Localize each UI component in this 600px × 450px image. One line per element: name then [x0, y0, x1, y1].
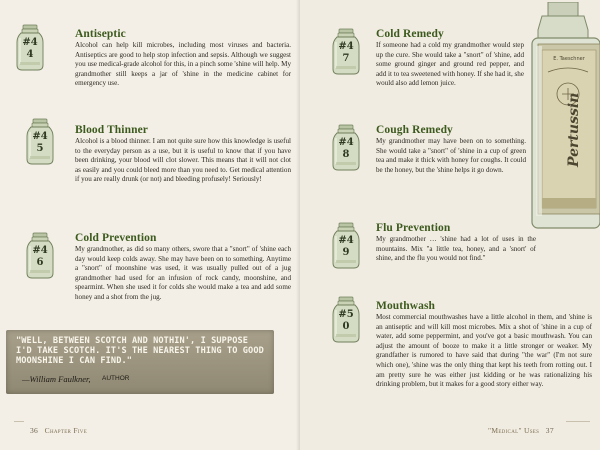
- footer-rule: [14, 421, 24, 422]
- jar-number-top: #4: [32, 245, 48, 256]
- jar-icon: [24, 232, 56, 279]
- page-number: 36: [30, 426, 39, 435]
- jar-icon: [330, 222, 362, 269]
- bottle-name: Pertussin: [566, 92, 582, 167]
- jar-icon: [24, 118, 56, 165]
- footer-left: [30, 426, 87, 435]
- jar-icon: [330, 28, 362, 75]
- jar-number-bottom: 6: [36, 257, 44, 268]
- chapter-label: Chapter Five: [44, 426, 88, 435]
- entry-title: Mouthwash: [376, 300, 436, 312]
- entry-cough-remedy: [376, 124, 526, 175]
- jar-icon: [330, 124, 362, 171]
- jar-number-top: #4: [338, 137, 354, 148]
- pertussin-bottle-illustration: [518, 2, 600, 232]
- footer-right: [488, 426, 554, 435]
- entry-flu-prevention: [376, 222, 536, 264]
- page-number: 37: [545, 426, 554, 435]
- entry-title: Blood Thinner: [75, 124, 148, 136]
- entry-title: Cold Prevention: [75, 232, 157, 244]
- jar-number-top: #4: [338, 41, 354, 52]
- entry-title: Cough Remedy: [376, 124, 453, 136]
- entry-text: My grandmother, as did so many others, swore that a "snort" of 'shine each day would keep colds away. She may have been on to something. Anytime a "snort" of moonshine was used, it was usually pulled out of a jug grandmother had used for an infusion of rock candy, moonshine, and spearmint. When she used it for colds she would make a tea and add some honey and a shot from the jug.: [75, 245, 291, 301]
- quote-author: —William Faulkner,: [22, 374, 91, 384]
- footer-rule: [566, 421, 590, 422]
- jar-number-bottom: 7: [342, 53, 350, 64]
- entry-cold-prevention: [75, 232, 291, 303]
- bottle-icon: [518, 2, 600, 232]
- entry-mouthwash: [376, 300, 592, 390]
- entry-antiseptic: [75, 28, 291, 89]
- jar-icon: [330, 296, 362, 343]
- entry-text: If someone had a cold my grandmother would step up the cure. She would take a "snort" of 'shine, add some ground ginger and ground red pepper, and add it to tea sweetened with honey. If she had it, she would also add lemon juice.: [376, 41, 524, 88]
- jar-number-top: #4: [338, 235, 354, 246]
- entry-text: My grandmother may have been on to something. She would take a "snort" of 'shine in a cup of green tea and make it thick with honey for coughs. It could be the honey, but the 'shine helps it go down.: [376, 137, 526, 174]
- jar-number-bottom: 0: [342, 321, 350, 332]
- entry-title: Antiseptic: [75, 28, 126, 40]
- quote-author-role: AUTHOR: [102, 375, 130, 382]
- jar-number-bottom: 5: [36, 143, 44, 154]
- quote-text: "WELL, BETWEEN SCOTCH AND NOTHIN', I SUPPOSE I'D TAKE SCOTCH. IT'S THE NEAREST THING TO GOOD MOONSHINE I CAN FIND.": [16, 336, 264, 366]
- bottle-brand: E. Taeschner: [553, 56, 585, 62]
- jar-number-top: #4: [32, 131, 48, 142]
- jar-number-top: #5: [338, 309, 354, 320]
- jar-number-bottom: 8: [342, 149, 350, 160]
- entry-text: Alcohol can help kill microbes, including most viruses and bacteria. Antiseptics are good to help stop infection and sepsis. Although we suggest you use medical-grade alcohol for this, in a pinch some 'shine will help. My grandmother still keeps a jar of 'shine in the medicine cabinet for emergency use.: [75, 41, 291, 88]
- jar-number-bottom: 9: [342, 247, 350, 258]
- quote-box: [6, 330, 274, 394]
- entry-title: Cold Remedy: [376, 28, 444, 40]
- entry-text: Alcohol is a blood thinner. I am not quite sure how this knowledge is useful to the everyday person as a use, but it is useful to know that if you have been drinking, your blood will clot slower. This means that it will not clot as easily and you could bleed more than you need to. Get medical attention if you are really drunk (or not) and bleeding profusely! Seriously!: [75, 137, 291, 184]
- entry-text: Most commercial mouthwashes have a little alcohol in them, and 'shine is an antiseptic and will kill most microbes. Mix a shot of 'shine in a cup of water, add some peppermint, and you've got a basic mouthwash. You can adjust the amount of booze to make it a little stronger or weaker. My grandfather is rumored to have said that during "the war" (I'm not sure which one), 'shine was the only thing that kept his teeth from rotting out. I am pretty sure he was either just kidding or he was rationalizing his drinking problem, but it makes for a good story either way.: [376, 313, 592, 389]
- jar-icon: [14, 24, 46, 71]
- entry-text: My grandmother … 'shine had a lot of uses in the mountains. Mix "a little tea, honey, and a 'snort' of shine, and the flu you would not find.": [376, 235, 536, 263]
- jar-number-bottom: 4: [26, 49, 34, 60]
- jar-number-top: #4: [22, 37, 38, 48]
- entry-cold-remedy: [376, 28, 524, 89]
- section-label: "Medical" Uses: [488, 426, 540, 435]
- entry-title: Flu Prevention: [376, 222, 451, 234]
- entry-blood-thinner: [75, 124, 291, 185]
